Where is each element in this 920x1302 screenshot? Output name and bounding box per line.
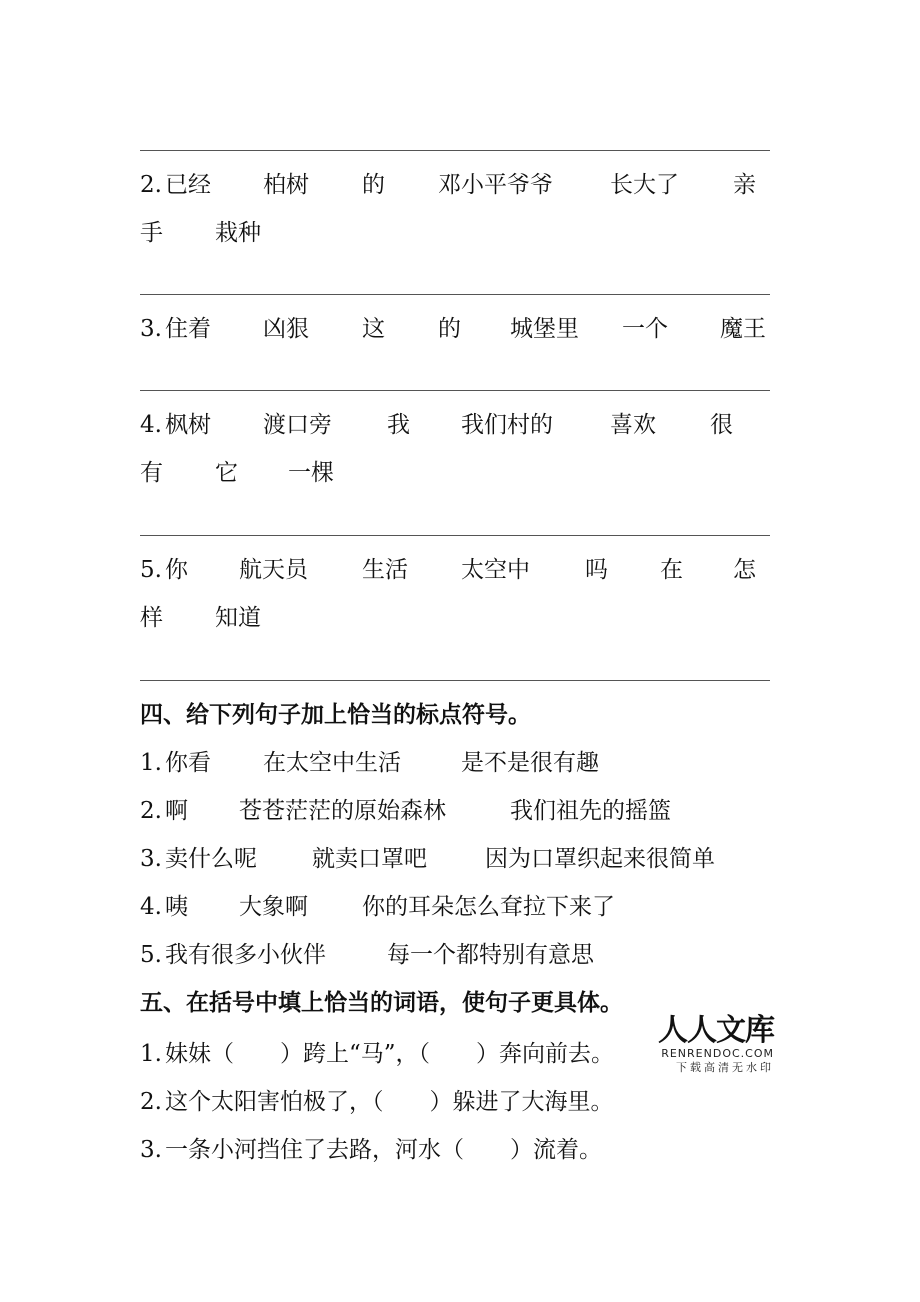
word-chunk: 柏树 [263,172,309,198]
item-number: 1. [140,750,162,776]
item-number: 1. [140,1041,162,1067]
answer-line [140,680,770,681]
section-5-title: 五、在括号中填上恰当的词语，使句子更具体。 [140,990,623,1016]
word-chunk: 在 [660,557,683,583]
word-chunk: 的 [438,316,461,342]
word-chunk: 凶狠 [263,316,309,342]
item-number: 3. [140,1137,162,1163]
sentence-part: 我有很多小伙伴 [165,942,326,968]
word-chunk: 样 [140,605,163,631]
fill-sentence: 妹妹（ ）跨上“马”，（ ）奔向前去。 [165,1041,615,1067]
word-chunk: 吗 [585,557,608,583]
fill-sentence: 这个太阳害怕极了，（ ）躲进了大海里。 [165,1089,614,1115]
item-number: 4. [140,894,162,920]
word-chunk: 亲 [733,172,756,198]
item-number: 2. [140,1089,162,1115]
item-number: 2. [140,798,162,824]
sentence-part: 在太空中生活 [263,750,401,776]
word-chunk: 知道 [215,605,261,631]
renrendoc-watermark [648,1014,778,1080]
word-chunk: 长大了 [610,172,679,198]
sentence-part: 因为口罩织起来很简单 [485,846,715,872]
word-chunk: 的 [362,172,385,198]
sentence-part: 你看 [165,750,211,776]
word-chunk: 魔王 [720,316,766,342]
section-4-title: 四、给下列句子加上恰当的标点符号。 [140,702,531,728]
answer-line [140,294,770,295]
word-chunk: 城堡里 [510,316,579,342]
word-chunk: 邓小平爷爷 [438,172,553,198]
item-number: 5. [140,942,162,968]
item-number: 2. [140,172,162,198]
sentence-part: 啊 [165,798,188,824]
sentence-part: 咦 [165,894,188,920]
word-chunk: 栽种 [215,220,261,246]
word-chunk: 它 [215,460,238,486]
item-number: 4. [140,412,162,438]
fill-sentence: 一条小河挡住了去路，河水（ ）流着。 [165,1137,602,1163]
answer-line [140,390,770,391]
word-chunk: 枫树 [165,412,211,438]
word-chunk: 生活 [362,557,408,583]
word-chunk: 渡口旁 [263,412,332,438]
word-chunk: 怎 [733,557,756,583]
sentence-part: 是不是很有趣 [461,750,599,776]
sentence-part: 卖什么呢 [165,846,257,872]
sentence-part: 大象啊 [239,894,308,920]
watermark-subtitle: 下载高清无水印 [676,1061,774,1074]
item-number: 5. [140,557,162,583]
answer-line [140,150,770,151]
answer-line [140,535,770,536]
word-chunk: 一棵 [288,460,334,486]
word-chunk: 你 [165,557,188,583]
word-chunk: 有 [140,460,163,486]
sentence-part: 你的耳朵怎么耷拉下来了 [362,894,615,920]
item-number: 3. [140,846,162,872]
word-chunk: 太空中 [461,557,530,583]
word-chunk: 喜欢 [610,412,656,438]
word-chunk: 我 [387,412,410,438]
word-chunk: 航天员 [239,557,308,583]
sentence-part: 苍苍茫茫的原始森林 [239,798,446,824]
word-chunk: 住着 [165,316,211,342]
word-chunk: 手 [140,220,163,246]
sentence-part: 我们祖先的摇篮 [510,798,671,824]
item-number: 3. [140,316,162,342]
watermark-url: RENRENDOC.COM [661,1047,774,1060]
sentence-part: 就卖口罩吧 [312,846,427,872]
word-chunk: 已经 [165,172,211,198]
word-chunk: 这 [362,316,385,342]
word-chunk: 一个 [622,316,668,342]
sentence-part: 每一个都特别有意思 [387,942,594,968]
watermark-title: 人人文库 [658,1013,774,1048]
word-chunk: 我们村的 [461,412,553,438]
word-chunk: 很 [710,412,733,438]
